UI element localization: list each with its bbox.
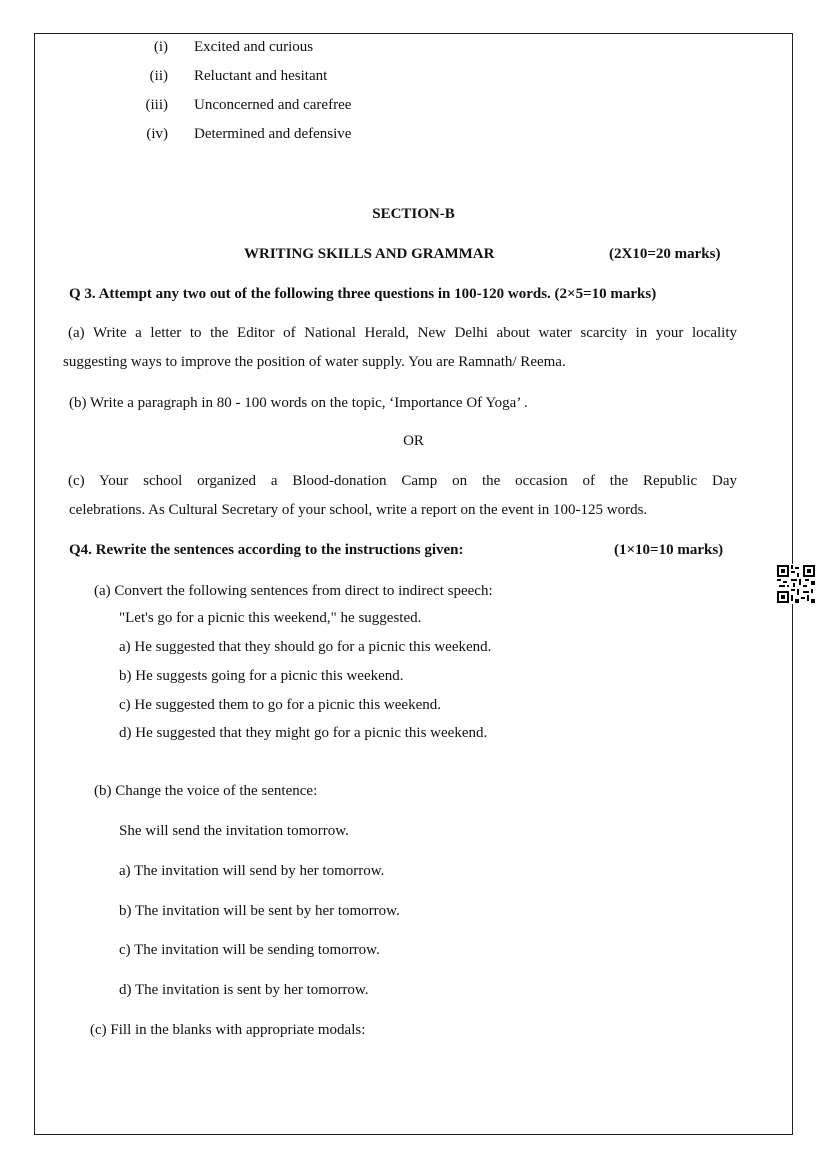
section-subtitle: WRITING SKILLS AND GRAMMAR [244,246,495,262]
q4-a-prompt: (a) Convert the following sentences from direct to indirect speech: [94,583,493,599]
option-number: (ii) [149,68,168,84]
q4-a-option: b) He suggests going for a picnic this weekend. [119,668,404,684]
q4-a-option: d) He suggested that they might go for a picnic this weekend. [119,725,488,741]
option-number: (iii) [145,97,168,113]
option-number: (iv) [146,126,168,142]
q4-b-option: d) The invitation is sent by her tomorrow. [119,982,369,998]
q4-b-option: b) The invitation will be sent by her tomorrow. [119,903,400,919]
q3-or: OR [403,433,424,449]
q4-b-sentence: She will send the invitation tomorrow. [119,823,349,839]
q4-marks: (1×10=10 marks) [614,542,724,558]
q3-option-c-line2: celebrations. As Cultural Secretary of your school, write a report on the event in 100-125 words. [69,502,648,518]
q3-option-a-line2: suggesting ways to improve the position of water supply. You are Ramnath/ Reema. [63,354,566,370]
option-text: Unconcerned and carefree [194,97,352,113]
option-text: Excited and curious [194,39,314,55]
q4-c-prompt: (c) Fill in the blanks with appropriate modals: [90,1022,366,1038]
section-title: SECTION-B [372,206,455,222]
q3-option-b: (b) Write a paragraph in 80 - 100 words on the topic, ‘Importance Of Yoga’ . [69,395,528,411]
option-number: (i) [153,39,168,55]
q4-a-sentence: "Let's go for a picnic this weekend," he suggested. [119,610,422,626]
q3-option-a-line1: (a) Write a letter to the Editor of National Herald, New Delhi about water scarcity in your locality [68,325,737,341]
q4-b-option: a) The invitation will send by her tomorrow. [119,863,385,879]
q4-heading: Q4. Rewrite the sentences according to the instructions given: [69,542,464,558]
option-text: Determined and defensive [194,126,352,142]
section-marks: (2X10=20 marks) [609,246,721,262]
q4-b-option: c) The invitation will be sending tomorrow. [119,942,380,958]
q3-heading: Q 3. Attempt any two out of the following three questions in 100-120 words. (2×5=10 marks) [69,286,657,302]
q3-option-c-line1: (c) Your school organized a Blood-donation Camp on the occasion of the Republic Day [68,473,737,489]
q4-a-option: c) He suggested them to go for a picnic this weekend. [119,697,441,713]
q4-a-option: a) He suggested that they should go for a picnic this weekend. [119,639,492,655]
qr-code-icon [776,564,816,604]
q4-b-prompt: (b) Change the voice of the sentence: [94,783,318,799]
option-text: Reluctant and hesitant [194,68,328,84]
